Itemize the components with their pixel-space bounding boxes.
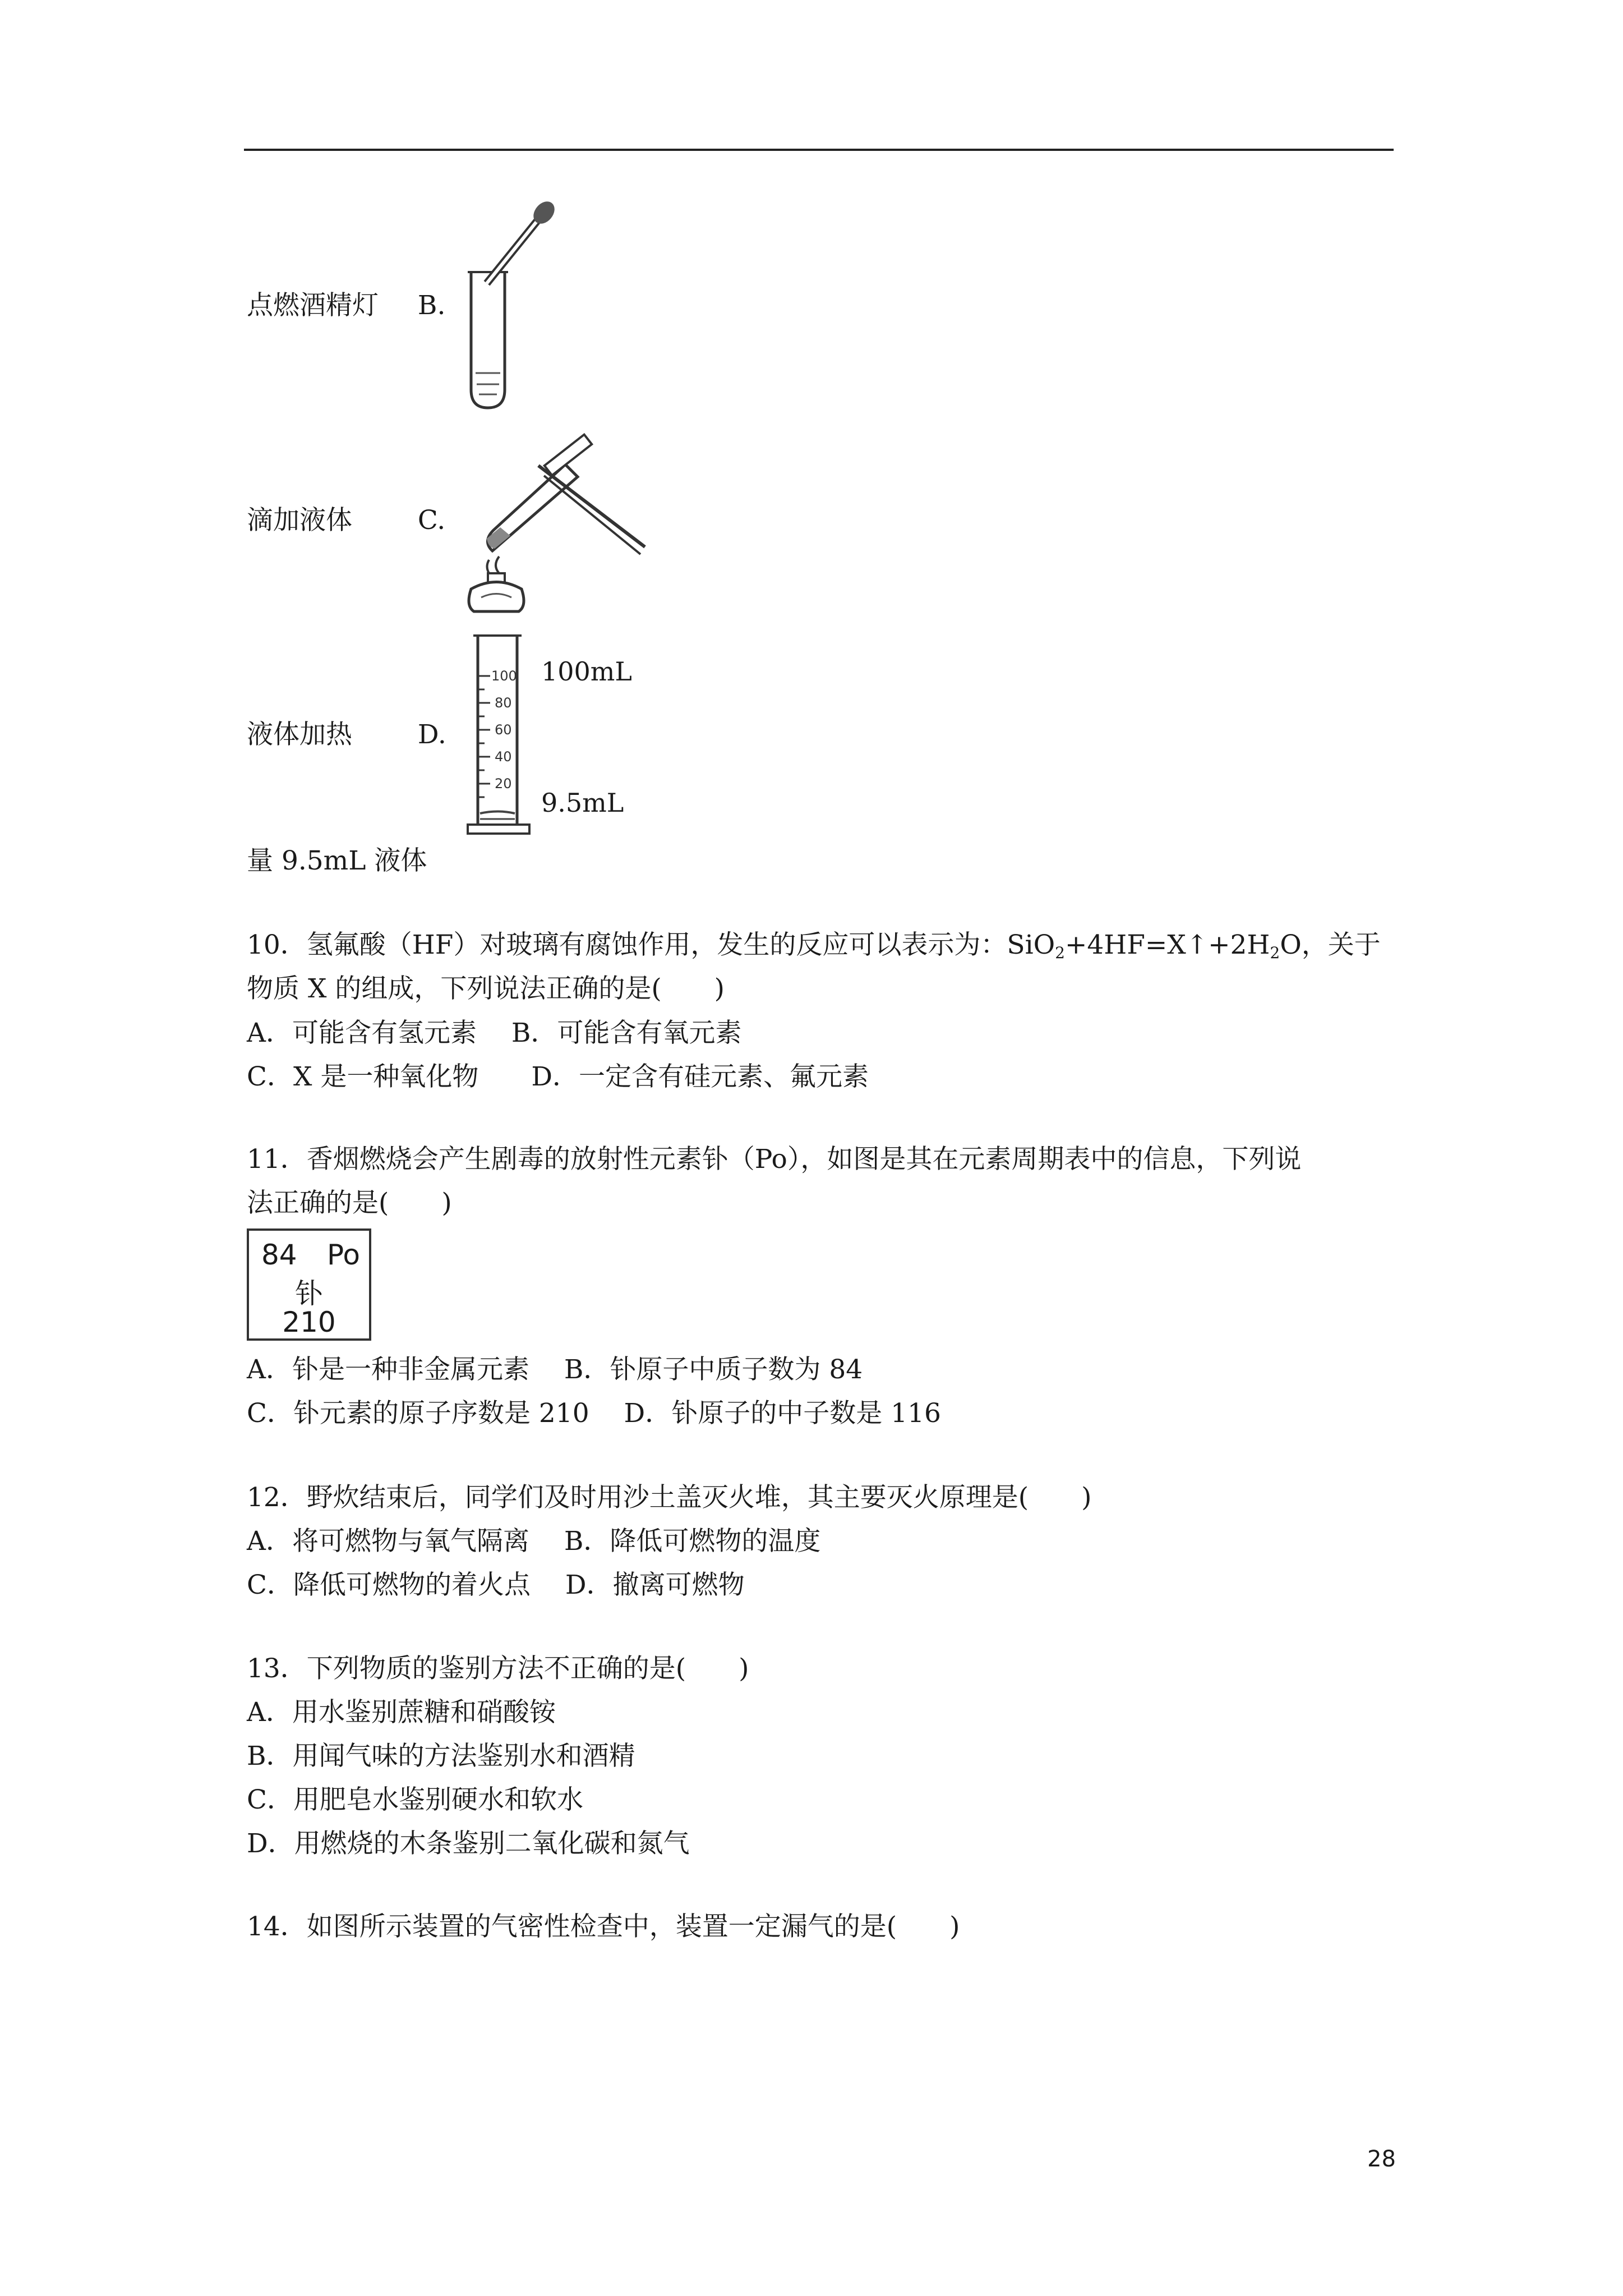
measure-line: 量 9.5mL 液体 [247,845,427,876]
q13-option: D．用燃烧的木条鉴别二氧化碳和氮气 [247,1828,690,1859]
q13-stem: 13．下列物质的鉴别方法不正确的是( ) [247,1653,749,1684]
subscript: 2 [1270,944,1280,962]
q11-options-line2: C．钋元素的原子序数是 210 D．钋原子的中子数是 116 [247,1398,941,1429]
row-option: B. [417,290,446,321]
graduated-cylinder-figure [465,631,538,839]
row-option: D. [417,719,446,750]
element-card-po [247,1228,371,1341]
q12-options-line2: C．降低可燃物的着火点 D．撤离可燃物 [247,1570,745,1600]
element-number: 84 [261,1239,297,1271]
q10-stem-line1 [247,928,1381,962]
cylinder-tick-label: 60 [495,722,512,738]
cylinder-top-label: 100mL [541,656,632,687]
cylinder-tick-label: 20 [495,776,512,792]
q10-options-line2: C．X 是一种氧化物 D．一定含有硅元素、氟元素 [247,1061,869,1092]
cylinder-tick-label: 80 [495,695,512,711]
q12-stem: 12．野炊结束后，同学们及时用沙土盖灭火堆，其主要灭火原理是( ) [247,1482,1092,1513]
q10-stem-part: +4HF=X↑+2H [1065,930,1270,960]
q13-option: C．用肥皂水鉴别硬水和软水 [247,1784,583,1815]
element-name: 钋 [295,1277,323,1310]
q14-stem: 14．如图所示装置的气密性检查中，装置一定漏气的是( ) [247,1911,960,1942]
cylinder-tick-label: 40 [495,749,512,765]
q10-stem-part: O，关于 [1280,930,1381,960]
q11-stem-line2: 法正确的是( ) [247,1188,452,1218]
q11-stem-line1: 11．香烟燃烧会产生剧毒的放射性元素钋（Po），如图是其在元素周期表中的信息，下列说 [247,1144,1302,1175]
q10-options-line1: A．可能含有氢元素 B．可能含有氧元素 [247,1018,742,1048]
q13-option: A．用水鉴别蔗糖和硝酸铵 [247,1697,556,1728]
q10-stem-part: 10．氢氟酸（HF）对玻璃有腐蚀作用，发生的反应可以表示为：SiO [247,930,1055,960]
row-label: 滴加液体 [247,505,352,536]
dropper-test-tube-figure [460,199,561,412]
page-number: 28 [1367,2146,1396,2172]
heating-test-tube-figure [460,426,651,617]
figure-row-b [247,289,445,323]
figure-row-c [247,504,445,537]
cylinder-tick-label: 100 [491,668,517,684]
q10-stem-line2: 物质 X 的组成，下列说法正确的是( ) [247,973,725,1004]
q13-option: B．用闻气味的方法鉴别水和酒精 [247,1741,635,1772]
element-symbol: Po [327,1239,360,1271]
row-option: C. [417,505,446,536]
header-rule [244,149,1394,151]
figure-row-d [247,718,446,752]
row-label: 点燃酒精灯 [247,290,379,321]
cylinder-bottom-label: 9.5mL [541,788,624,818]
row-label: 液体加热 [247,719,352,750]
subscript: 2 [1055,944,1065,962]
q11-options-line1: A．钋是一种非金属元素 B．钋原子中质子数为 84 [247,1354,863,1385]
q12-options-line1: A．将可燃物与氧气隔离 B．降低可燃物的温度 [247,1526,821,1557]
element-mass: 210 [282,1306,336,1338]
